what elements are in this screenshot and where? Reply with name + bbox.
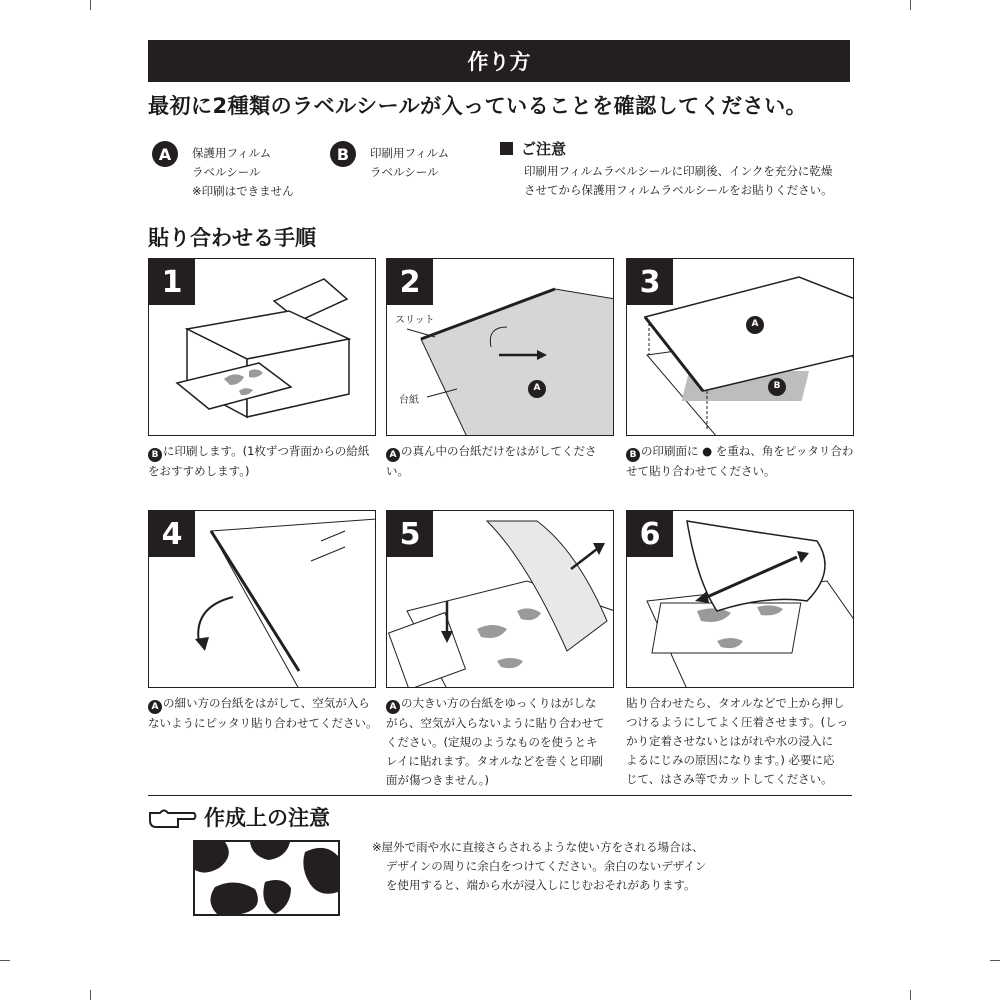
step-6-line3: かり定着させないとはがれや水の浸入に [626,734,833,748]
crop-mark [910,990,911,1000]
legend-b-text [370,144,449,182]
circle-b-label: B [773,381,781,391]
step-3-number: 3 [627,259,673,305]
crop-mark [90,990,91,1000]
step-3-line1: の印刷面に ● を重ね、角をピッタリ合わ [641,444,854,458]
step-2-line1: の真ん中の台紙だけをはがしてください。 [386,444,597,478]
caution-line3: を使用すると、端から水が浸入しにじむおそれがあります。 [386,878,696,892]
step-4-panel [148,510,376,688]
badge-b: B [330,141,356,167]
crop-mark [910,0,911,10]
crop-mark [0,960,10,961]
step-4-line1: の細い方の台紙をはがして、空気が入ら [163,696,370,710]
step-4-number: 4 [149,511,195,557]
note-heading-text: ご注意 [521,140,567,158]
step-6-panel [626,510,854,688]
note-line2: させてから保護用フィルムラベルシールをお貼りください。 [524,183,833,197]
legend-b-line1: 印刷用フィルム [370,146,450,160]
note-heading [500,138,566,159]
badge-a: A [152,141,178,167]
crop-mark [990,960,1000,961]
caution-heading-text: 作成上の注意 [204,806,330,830]
step-1-number: 1 [149,259,195,305]
step-6-line1: 貼り合わせたら、タオルなどで上から押し [626,696,845,710]
step-3-caption [626,442,858,481]
step-5-caption [386,694,618,790]
circle-a-label: A [751,319,759,329]
step-2-panel [386,258,614,436]
divider [148,795,852,796]
step-3-panel [626,258,854,436]
step-3-badge: B [626,448,640,462]
legend-a-line2: ラベルシール [192,165,261,179]
note-body [524,162,854,200]
legend-a-text [192,144,294,201]
page-title: 作り方 [148,40,850,82]
step-5-line3: ください。(定規のようなものを使うとキ [386,735,598,749]
note-line1: 印刷用フィルムラベルシールに印刷後、インクを充分に乾燥 [524,164,833,178]
circle-a-label: A [533,383,541,393]
cow-pattern-sample [193,840,340,916]
caution-heading [148,802,330,832]
caution-body [372,838,752,895]
step-6-line5: じて、はさみ等でカットしてください。 [626,772,833,786]
step-5-line5: 面が傷つきません。) [386,773,489,787]
pointing-hand-icon [148,805,198,829]
step-5-panel [386,510,614,688]
step-1-badge: B [148,448,162,462]
step-2-number: 2 [387,259,433,305]
legend-a-line1: 保護用フィルム [192,146,272,160]
legend-a-line3: ※印刷はできません [192,184,294,198]
step-5-line4: レイに貼れます。タオルなどを巻くと印刷 [386,754,604,768]
step-3-line2: せて貼り合わせてください。 [626,464,776,478]
step-5-badge: A [386,700,400,714]
caution-line2: デザインの周りに余白をつけてください。余白のないデザイン [386,859,707,873]
step-1-line2: をおすすめします。) [148,464,250,478]
slit-label: スリット [395,315,435,326]
base-label: 台紙 [399,395,419,406]
step-4-line2: ないようにピッタリ貼り合わせてください。 [148,716,378,730]
square-bullet-icon [500,142,513,155]
step-5-number: 5 [387,511,433,557]
legend-b-line2: ラベルシール [370,165,439,179]
step-2-caption [386,442,618,481]
step-5-line2: がら、空気が入らないように貼り合わせて [386,716,605,730]
step-6-line2: つけるようにしてよく圧着させます。(しっ [626,715,849,729]
step-6-number: 6 [627,511,673,557]
headline: 最初に2種類のラベルシールが入っていることを確認してください。 [148,94,808,118]
crop-mark [90,0,91,10]
section-title: 貼り合わせる手順 [148,226,316,250]
step-6-line4: よるにじみの原因になります。) 必要に応 [626,753,835,767]
step-6-caption [626,694,858,789]
step-2-badge: A [386,448,400,462]
step-1-panel [148,258,376,436]
step-4-caption [148,694,380,733]
step-1-caption [148,442,380,481]
caution-line1: ※屋外で雨や水に直接さらされるような使い方をされる場合は、 [372,840,704,854]
step-5-line1: の大きい方の台紙をゆっくりはがしな [401,696,597,710]
step-1-line1: に印刷します。(1枚ずつ背面からの給紙 [163,444,370,458]
step-4-badge: A [148,700,162,714]
